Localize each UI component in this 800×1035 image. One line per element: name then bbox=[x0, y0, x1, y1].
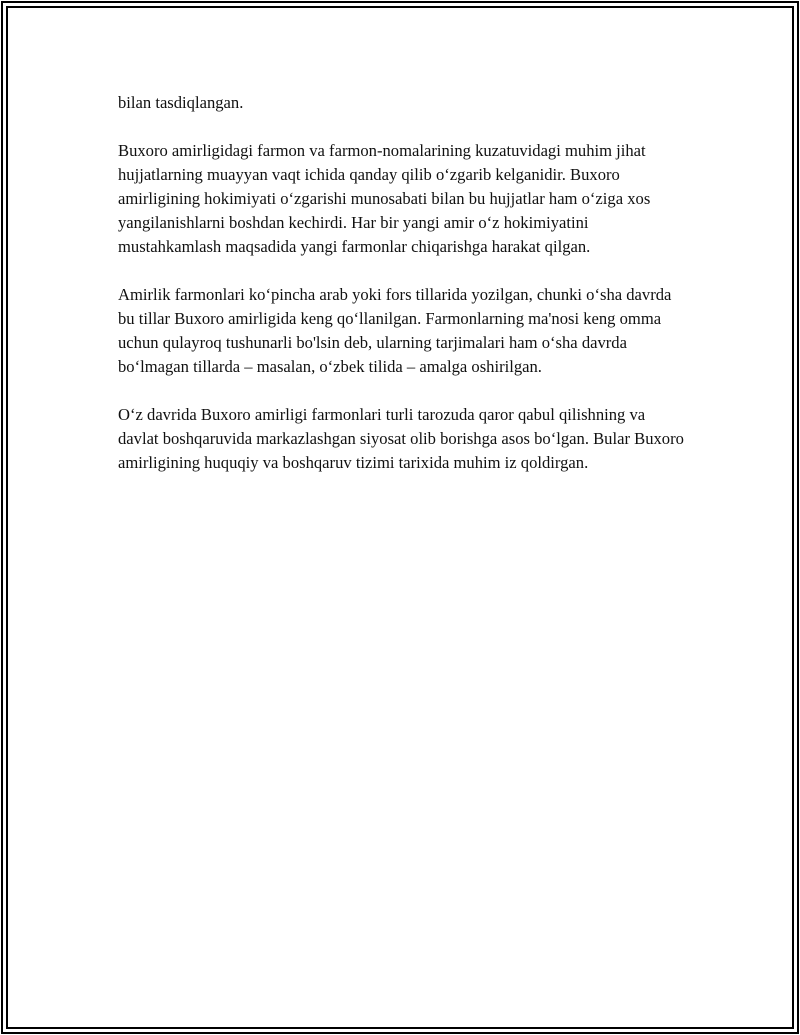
paragraph-farmon-languages: Amirlik farmonlari ko‘pincha arab yoki fors tillarida yozilgan, chunki o‘sha davrda bu tillar Buxoro amirligida keng qo‘llanilgan. Farmonlarning ma'nosi keng omma uchun qulayroq tushunarli bo'lsin deb, ularning tarjimalari ham o‘sha davrda bo‘lmagan tillarda – masalan, o‘zbek tilida – amalga oshirilgan. bbox=[118, 285, 672, 376]
paragraph-farmon-changes: Buxoro amirligidagi farmon va farmon-nomalarining kuzatuvidagi muhim jihat hujjatlarning muayyan vaqt ichida qanday qilib o‘zgarib kelganidir. Buxoro amirligining hokimiyati o‘zgarishi munosabati bilan bu hujjatlar ham o‘ziga xos yangilanishlarni boshdan kechirdi. Har bir yangi amir o‘z hokimiyatini mustahkamlash maqsadida yangi farmonlar chiqarishga harakat qilgan. bbox=[118, 141, 651, 256]
paragraph-continuation: bilan tasdiqlangan. bbox=[118, 93, 244, 112]
paragraph-farmon-significance: O‘z davrida Buxoro amirligi farmonlari turli tarozuda qaror qabul qilishning va davlat boshqaruvida markazlashgan siyosat olib borishga asos bo‘lgan. Bular Buxoro amirligining huquqiy va boshqaruv tizimi tarixida muhim iz qoldirgan. bbox=[118, 405, 684, 472]
document-body bbox=[118, 91, 688, 499]
